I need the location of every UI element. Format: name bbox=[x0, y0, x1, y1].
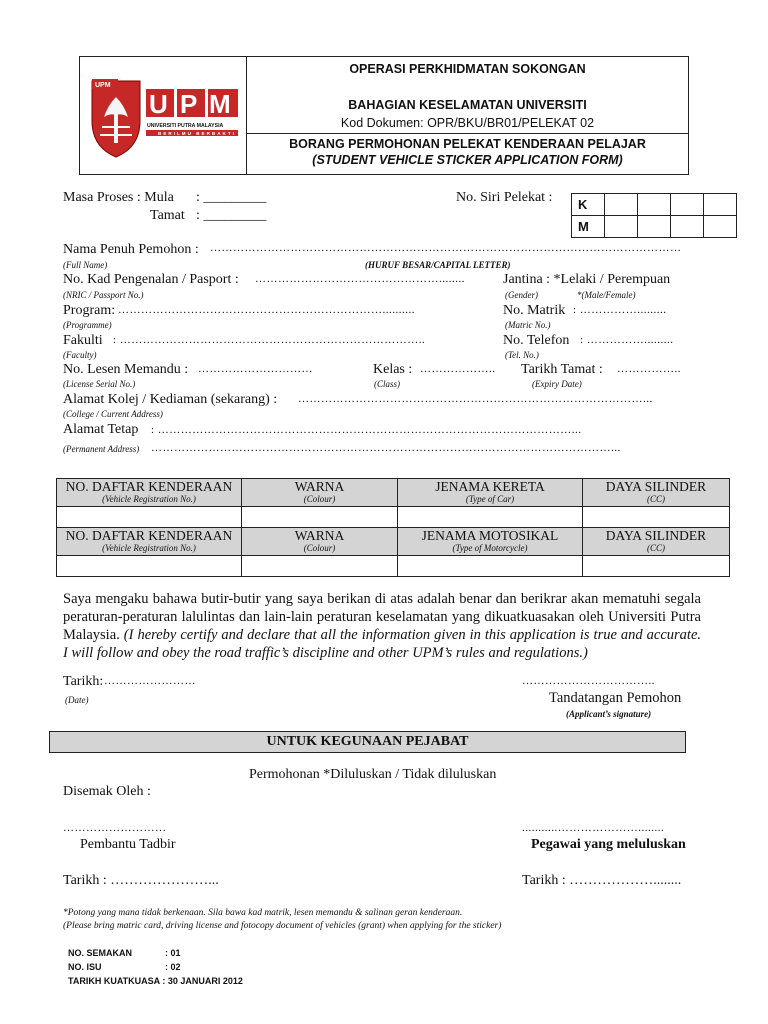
license-field[interactable]: ………………………… bbox=[198, 363, 313, 375]
permanent-address-field-line2[interactable]: …………………………………………………………………………………………………………... bbox=[151, 442, 621, 454]
serial-cell[interactable] bbox=[605, 194, 638, 216]
note-english: (Please bring matric card, driving license and fotocopy document of vehicles (grant) when applying for the sticker) bbox=[63, 921, 502, 931]
car-entry-row bbox=[57, 507, 730, 528]
gender-field[interactable]: Jantina : *Lelaki / Perempuan bbox=[503, 272, 671, 287]
header-dept1: OPERASI PERKHIDMATAN SOKONGAN bbox=[349, 62, 586, 76]
class-english: (Class) bbox=[374, 379, 401, 389]
office-date-left[interactable]: Tarikh : …………………... bbox=[63, 873, 219, 888]
permanent-address-label: Alamat Tetap bbox=[63, 422, 139, 437]
matric-field[interactable]: : ……………......... bbox=[573, 304, 667, 316]
form-header bbox=[79, 56, 689, 175]
form-title-english: (STUDENT VEHICLE STICKER APPLICATION FORM) bbox=[312, 153, 623, 167]
full-name-field[interactable]: …………………………………………………………………………………………………………… bbox=[210, 242, 682, 254]
motorcycle-header-cell: NO. DAFTAR KENDERAAN (Vehicle Registration No.) bbox=[57, 528, 242, 556]
faculty-label: Fakulti bbox=[63, 333, 103, 348]
gender-english: (Gender) bbox=[505, 290, 538, 300]
expiry-english: (Expiry Date) bbox=[532, 379, 582, 389]
expiry-field[interactable]: …………….. bbox=[617, 363, 681, 375]
revision-label: NO. SEMAKAN bbox=[68, 948, 133, 958]
license-label: No. Lesen Memandu : bbox=[63, 362, 189, 377]
date-field[interactable]: …………………… bbox=[104, 675, 196, 687]
approving-officer-label: Pegawai yang meluluskan bbox=[531, 837, 686, 852]
date-english: (Date) bbox=[65, 695, 89, 705]
revision-value: : 01 bbox=[165, 948, 181, 958]
car-header-cell: WARNA (Colour) bbox=[242, 479, 398, 507]
college-address-field[interactable]: ………………………………………………………………………………... bbox=[298, 393, 653, 405]
date-label: Tarikh: bbox=[63, 674, 104, 689]
phone-field[interactable]: : ……………......... bbox=[580, 334, 674, 346]
class-field[interactable]: ……………….. bbox=[420, 363, 496, 375]
programme-label: Program: bbox=[63, 303, 116, 318]
applicant-signature-english: (Applicant’s signature) bbox=[566, 709, 652, 719]
motorcycle-registration-input[interactable] bbox=[57, 556, 242, 577]
note-malay: *Potong yang mana tidak berkenaan. Sila bawa kad matrik, lesen memandu & salinan geran kenderaan. bbox=[63, 908, 463, 918]
serial-cell[interactable] bbox=[671, 194, 704, 216]
logo-cell bbox=[80, 57, 247, 174]
nric-field[interactable]: …………………………………………........ bbox=[255, 273, 465, 285]
checked-by-label: Disemak Oleh : bbox=[63, 784, 151, 799]
permanent-address-field[interactable]: : ………………………………………………………………………………………………... bbox=[151, 424, 582, 436]
admin-assistant-label: Pembantu Tadbir bbox=[80, 837, 176, 852]
approval-status[interactable]: Permohonan *Diluluskan / Tidak diluluskan bbox=[249, 767, 497, 782]
serial-cell[interactable] bbox=[671, 216, 704, 238]
phone-english: (Tel. No.) bbox=[505, 350, 539, 360]
process-end-label: Tamat bbox=[150, 208, 185, 223]
motorcycle-header-cell: WARNA (Colour) bbox=[242, 528, 398, 556]
svg-text:UPM: UPM bbox=[95, 82, 111, 89]
license-english: (License Serial No.) bbox=[63, 379, 136, 389]
college-address-label: Alamat Kolej / Kediaman (sekarang) : bbox=[63, 392, 278, 407]
applicant-signature-label: Tandatangan Pemohon bbox=[549, 690, 682, 706]
car-header-cell: DAYA SILINDER (CC) bbox=[583, 479, 730, 507]
phone-label: No. Telefon bbox=[503, 333, 570, 348]
permanent-address-english: (Permanent Address) bbox=[63, 444, 140, 454]
sticker-serial-grid bbox=[571, 193, 737, 238]
car-header-row bbox=[57, 479, 730, 507]
car-header-cell: JENAMA KERETA (Type of Car) bbox=[398, 479, 583, 507]
document-code: Kod Dokumen: OPR/BKU/BR01/PELEKAT 02 bbox=[340, 116, 595, 130]
admin-signature-field[interactable]: ……………………… bbox=[63, 822, 167, 834]
header-dept2: BAHAGIAN KESELAMATAN UNIVERSITI bbox=[348, 98, 587, 112]
expiry-label: Tarikh Tamat : bbox=[521, 362, 603, 377]
college-address-english: (College / Current Address) bbox=[63, 409, 163, 419]
motorcycle-header-row bbox=[57, 528, 730, 556]
svg-text:BERILMU BERBAKTI: BERILMU BERBAKTI bbox=[158, 131, 236, 136]
motorcycle-colour-input[interactable] bbox=[242, 556, 398, 577]
car-cc-input[interactable] bbox=[583, 507, 730, 528]
office-use-banner: UNTUK KEGUNAAN PEJABAT bbox=[49, 731, 686, 753]
gender-options-english: *(Male/Female) bbox=[577, 290, 636, 300]
nric-label: No. Kad Pengenalan / Pasport : bbox=[63, 272, 239, 287]
applicant-signature-field[interactable]: …………………………….. bbox=[522, 675, 655, 687]
car-registration-input[interactable] bbox=[57, 507, 242, 528]
header-departments bbox=[247, 57, 688, 134]
matric-english: (Matric No.) bbox=[505, 320, 551, 330]
serial-cell[interactable] bbox=[638, 194, 671, 216]
issue-value: : 02 bbox=[165, 962, 181, 972]
sticker-serial-label: No. Siri Pelekat : bbox=[456, 190, 553, 205]
full-name-label: Nama Penuh Pemohon : bbox=[63, 242, 199, 257]
declaration-malay: Saya mengaku bahawa butir-butir yang saya berikan di atas adalah benar dan berikrar akan mematuhi segala peraturan-peraturan lalulintas dan lain-lain peraturan keselamatan yang dikuatkuasakan oleh Universiti Putra Malaysia. bbox=[63, 591, 701, 643]
header-form-title bbox=[247, 134, 688, 174]
class-label: Kelas : bbox=[373, 362, 413, 377]
motorcycle-entry-row bbox=[57, 556, 730, 577]
faculty-field[interactable]: : …………………………………………………………………….. bbox=[113, 334, 426, 346]
programme-english: (Programme) bbox=[63, 320, 112, 330]
car-header-cell: NO. DAFTAR KENDERAAN (Vehicle Registration No.) bbox=[57, 479, 242, 507]
motorcycle-header-cell: JENAMA MOTOSIKAL (Type of Motorcycle) bbox=[398, 528, 583, 556]
capital-letter-note: (HURUF BESAR/CAPITAL LETTER) bbox=[365, 260, 511, 270]
issue-label: NO. ISU bbox=[68, 962, 102, 972]
full-name-english: (Full Name) bbox=[63, 260, 108, 270]
svg-text:U: U bbox=[149, 89, 168, 119]
svg-text:UNIVERSITI PUTRA MALAYSIA: UNIVERSITI PUTRA MALAYSIA bbox=[147, 123, 224, 129]
serial-cell[interactable] bbox=[704, 216, 737, 238]
process-end-field[interactable]: : _________ bbox=[196, 208, 267, 223]
serial-cell[interactable] bbox=[605, 216, 638, 238]
motorcycle-cc-input[interactable] bbox=[583, 556, 730, 577]
matric-label: No. Matrik bbox=[503, 303, 566, 318]
svg-text:M: M bbox=[209, 89, 231, 119]
serial-prefix-m: M bbox=[572, 216, 605, 238]
office-date-right[interactable]: Tarikh : ………………........ bbox=[522, 873, 682, 888]
motorcycle-brand-input[interactable] bbox=[398, 556, 583, 577]
programme-field[interactable]: …………………………………………………………….......... bbox=[118, 304, 415, 316]
upm-logo-icon bbox=[80, 57, 247, 174]
svg-text:P: P bbox=[180, 89, 198, 119]
declaration-text bbox=[63, 590, 701, 662]
vehicle-table bbox=[56, 478, 730, 577]
form-title: BORANG PERMOHONAN PELEKAT KENDERAAN PELAJAR bbox=[289, 137, 646, 151]
car-brand-input[interactable] bbox=[398, 507, 583, 528]
process-start-label: Masa Proses : Mula bbox=[63, 190, 174, 205]
serial-cell[interactable] bbox=[704, 194, 737, 216]
faculty-english: (Faculty) bbox=[63, 350, 97, 360]
motorcycle-header-cell: DAYA SILINDER (CC) bbox=[583, 528, 730, 556]
serial-prefix-k: K bbox=[572, 194, 605, 216]
nric-english: (NRIC / Passport No.) bbox=[63, 290, 144, 300]
declaration-english: (I hereby certify and declare that all the information given in this application is true and accurate. I will follow and obey the road traffic’s discipline and other UPM’s rules and regulations.) bbox=[63, 627, 702, 661]
serial-cell[interactable] bbox=[638, 216, 671, 238]
car-colour-input[interactable] bbox=[242, 507, 398, 528]
process-start-field[interactable]: : _________ bbox=[196, 190, 267, 205]
approver-signature-field[interactable]: ...........…………………........ bbox=[522, 822, 665, 834]
effective-date: TARIKH KUATKUASA : 30 JANUARI 2012 bbox=[68, 976, 243, 986]
